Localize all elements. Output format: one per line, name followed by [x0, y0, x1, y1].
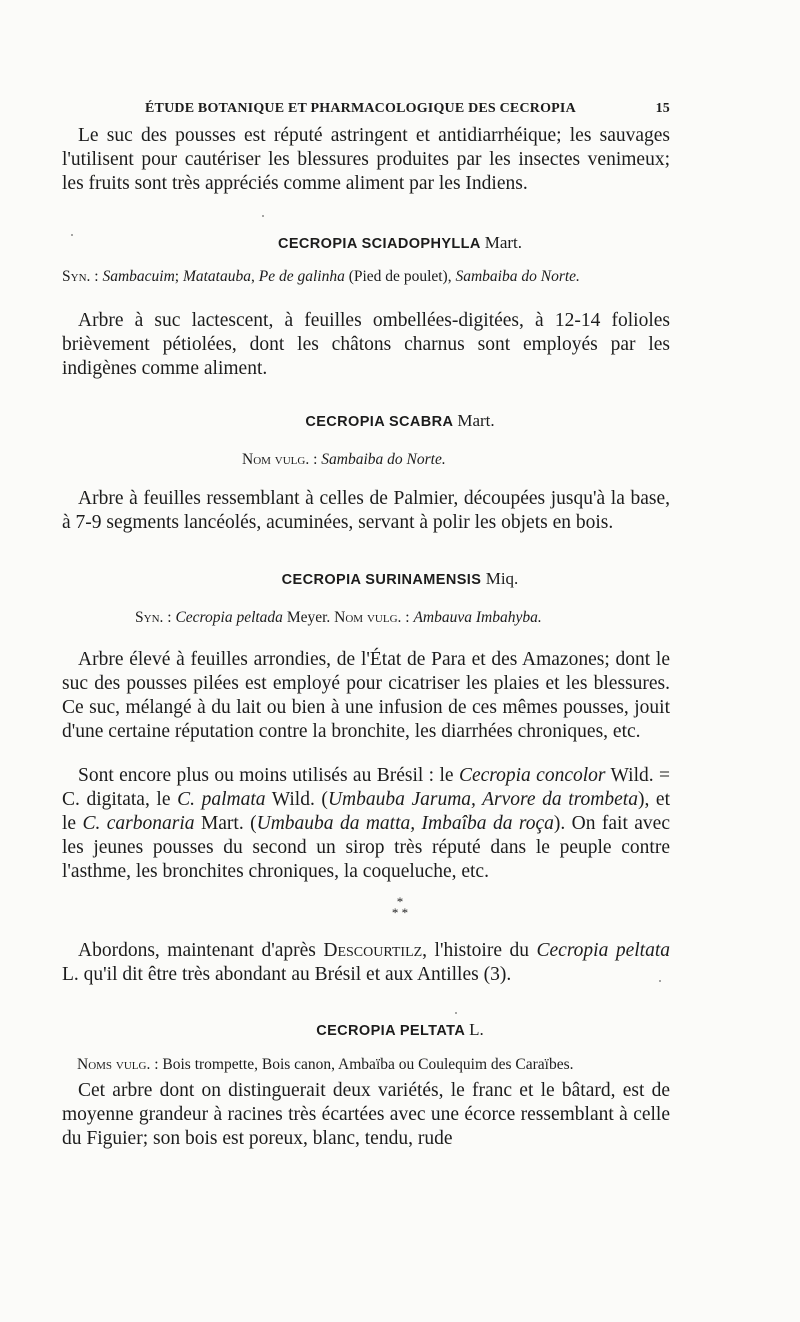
vernacular-scabra: Nom vulg. : Sambaiba do Norte.	[242, 451, 446, 468]
syn-label: Syn.	[62, 268, 91, 285]
text-run: ), et le	[62, 789, 670, 834]
page-number: 15	[655, 101, 670, 116]
text-run: L. qu'il dit être très abondant au Brésil et aux Antilles (3).	[62, 964, 512, 985]
syn-label: Syn.	[135, 609, 164, 626]
species-name: CECROPIA SCABRA	[305, 414, 453, 430]
paper-speck	[455, 1012, 457, 1014]
text-run: Sont encore plus ou moins utilisés au Brésil : le	[78, 765, 454, 786]
paragraph-scabra-text: Arbre à feuilles ressemblant à celles de Palmier, découpées jusqu'à la base, à 7-9 segments lancéolés, acuminées, servant à polir les objets en bois.	[62, 488, 670, 533]
text-run: , l'histoire du	[422, 940, 529, 961]
synonyms-sciadophylla: Syn. : Sambacuim; Matatauba, Pe de galinha (Pied de poulet), Sambaiba do Norte.	[62, 268, 580, 285]
text-run: ). On fait avec les jeunes pousses du second un sirop très réputé dans le peuple contre l'asthme, les bronchites chroniques, la coqueluche, etc.	[62, 813, 670, 882]
synonym: Sambaiba do Norte.	[455, 268, 580, 285]
paragraph-sciadophylla-text: Arbre à suc lactescent, à feuilles ombellées-digitées, à 12-14 folioles brièvement pétiolées, dont les châtons charnus sont employés par les indigènes comme aliment.	[62, 310, 670, 379]
vernacular-italic: Umbauba da matta, Imbaîba da roça	[256, 813, 554, 834]
species-author: Miq.	[485, 569, 519, 588]
paragraph-scabra	[62, 487, 670, 535]
synonym: Matatauba	[182, 268, 251, 285]
synonyms-surinamensis: Syn. : Cecropia peltada Meyer. Nom vulg. : Ambauva Imbahyba.	[135, 609, 542, 626]
species-heading-scabra	[0, 411, 800, 431]
paragraph-juice-text: Le suc des pousses est réputé astringent et antidiarrhéique; les sauvages l'utilisent pour cautériser les blessures produites par les insectes venimeux; les fruits sont très appréciés comme aliment par les Indiens.	[62, 125, 670, 194]
species-heading-surinamensis	[0, 569, 800, 589]
paragraph-transition	[62, 939, 670, 987]
vernacular-peltata: Noms vulg. : Bois trompette, Bois canon, Ambaïba ou Coulequim des Caraïbes.	[77, 1056, 574, 1073]
author-name: Descourtilz	[323, 940, 423, 961]
section-asterism	[0, 896, 800, 918]
vernacular-names: Bois trompette, Bois canon, Ambaïba ou Coulequim des Caraïbes.	[162, 1056, 574, 1073]
species-name: CECROPIA SURINAMENSIS	[281, 572, 482, 588]
species-author: Mart.	[457, 411, 495, 430]
species-name: CECROPIA PELTATA	[316, 1023, 465, 1039]
vulg-label: Nom vulg.	[242, 451, 310, 468]
text-run: Abordons, maintenant d'après	[78, 940, 316, 961]
text-run: Mart. (	[200, 813, 257, 834]
synonym: Cecropia peltada	[175, 609, 283, 626]
asterism-top: *	[396, 894, 404, 909]
paragraph-peltata	[62, 1079, 670, 1151]
text-run: Wild. = C. digitata, le	[62, 765, 670, 810]
vernacular-name: Sambaiba do Norte.	[321, 451, 446, 468]
paragraph-other-species	[62, 764, 670, 884]
species-italic: C. palmata	[177, 789, 266, 810]
text-run: Wild. (	[271, 789, 328, 810]
synonym-author: Meyer.	[286, 609, 331, 626]
species-heading-sciadophylla	[0, 233, 800, 253]
vulg-label: Nom vulg.	[334, 609, 402, 626]
species-italic: C. carbonaria	[82, 813, 195, 834]
synonym-gloss: (Pied de poulet),	[348, 268, 452, 285]
species-italic: Cecropia concolor	[458, 765, 606, 786]
species-name: CECROPIA SCIADOPHYLLA	[277, 236, 481, 252]
paragraph-peltata-text: Cet arbre dont on distinguerait deux variétés, le franc et le bâtard, est de moyenne grandeur à racines très écartées avec une écorce ressemblant à celle du Figuier; son bois est poreux, blanc, tendu, rude	[62, 1080, 670, 1149]
asterism-bottom: * *	[391, 905, 409, 920]
paragraph-surinamensis-text: Arbre élevé à feuilles arrondies, de l'État de Para et des Amazones; dont le suc des pousses pilées est employé pour cicatriser les plaies et les blessures. Ce suc, mélangé à du lait ou bien à une infusion de ces mêmes pousses, jouit d'une certaine réputation contre la bronchite, les diarrhées chroniques, etc.	[62, 649, 670, 742]
vulg-label: Noms vulg.	[77, 1056, 151, 1073]
vernacular-name: Ambauva Imbahyba.	[413, 609, 542, 626]
running-header	[145, 101, 670, 117]
species-author: L.	[469, 1020, 484, 1039]
paragraph-sciadophylla	[62, 309, 670, 381]
species-author: Mart.	[484, 233, 522, 252]
paper-speck	[262, 215, 264, 217]
paragraph-juice	[62, 124, 670, 196]
running-title: ÉTUDE BOTANIQUE ET PHARMACOLOGIQUE DES CECROPIA	[145, 101, 576, 116]
paper-speck	[659, 980, 661, 982]
species-heading-peltata	[0, 1020, 800, 1040]
paragraph-surinamensis	[62, 648, 670, 744]
species-italic: Cecropia peltata	[536, 940, 671, 961]
synonym: Pe de galinha	[258, 268, 345, 285]
synonym: Sambacuim	[102, 268, 175, 285]
vernacular-italic: Umbauba Jaruma, Arvore da trombeta	[327, 789, 638, 810]
